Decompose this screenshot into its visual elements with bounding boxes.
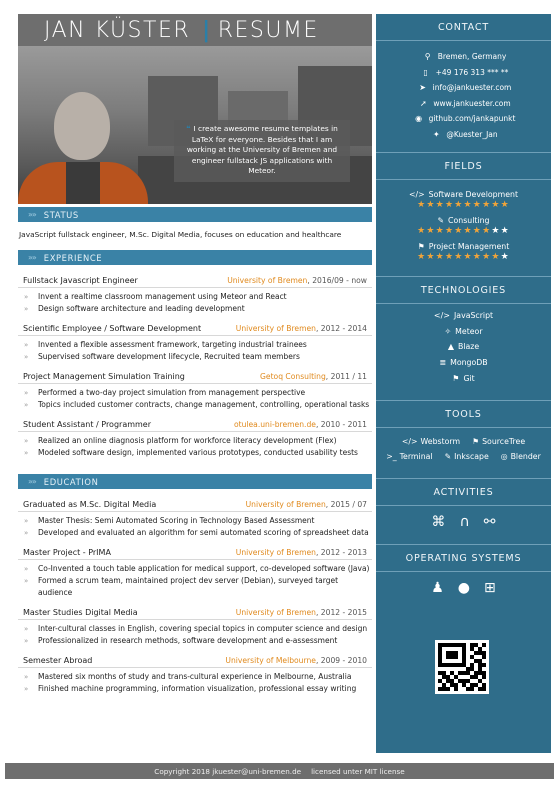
star-icon: ★ xyxy=(482,252,492,262)
field-label: Software Development xyxy=(428,190,519,199)
education-list xyxy=(18,489,372,697)
cursor-icon: ➚ xyxy=(420,98,427,108)
experience-bullet-text: Performed a two-day project simulation from management perspective xyxy=(38,388,306,397)
experience-bullet xyxy=(24,399,372,411)
bullet-chevron-icon: » xyxy=(24,517,29,525)
education-bullet xyxy=(24,623,372,635)
star-icon: ★ xyxy=(444,200,455,210)
education-bullet-text: Co-Invented a touch table application for medical support, co-developed software (Java) xyxy=(38,564,370,573)
name-text: JAN KÜSTER xyxy=(44,17,191,43)
experience-bullet xyxy=(24,291,372,303)
bullet-chevron-icon: » xyxy=(24,565,29,573)
chevron-icon: »» xyxy=(28,253,36,262)
experience-entry-header xyxy=(18,276,372,288)
pen-icon: ✎ xyxy=(444,451,452,461)
intro-quote-box xyxy=(174,120,350,182)
experience-title: EXPERIENCE xyxy=(43,252,103,263)
experience-org-date xyxy=(260,372,367,381)
education-date: , 2012 - 2013 xyxy=(315,548,367,557)
bullet-chevron-icon: » xyxy=(24,305,29,313)
star-icon: ★ xyxy=(426,252,436,262)
tool-label: Blender xyxy=(510,451,541,461)
experience-date: , 2011 / 11 xyxy=(325,372,367,381)
contact-item xyxy=(376,80,551,96)
education-bullet-text: Mastered six months of study and trans-cultural experience in Melbourne, Australia xyxy=(38,672,352,681)
tool-item xyxy=(402,437,460,446)
experience-organization: University of Bremen xyxy=(227,276,308,285)
experience-list xyxy=(18,265,372,461)
name-header xyxy=(18,14,372,46)
experience-bullet xyxy=(24,303,372,315)
star-icon: ★ xyxy=(472,226,483,236)
tools-row xyxy=(376,449,551,464)
field-item xyxy=(376,242,551,262)
qr-code xyxy=(435,640,489,694)
contact-item xyxy=(376,111,551,127)
star-icon: ★ xyxy=(463,252,473,262)
education-bullet-text: Master Thesis: Semi Automated Scoring in Technology Based Assessment xyxy=(38,516,315,525)
experience-entry xyxy=(18,420,372,461)
terminal-icon: >_ xyxy=(386,451,397,461)
education-entry xyxy=(18,548,372,601)
education-entry-header xyxy=(18,548,372,560)
bullet-chevron-icon: » xyxy=(24,401,29,409)
technology-item xyxy=(376,355,551,371)
experience-bullet-text: Supervised software development lifecycle, Recruited team members xyxy=(38,352,300,361)
education-org-date xyxy=(225,656,367,665)
rating-stars xyxy=(376,200,551,210)
person-head xyxy=(54,92,110,160)
education-bullet xyxy=(24,527,372,539)
rating-stars xyxy=(376,226,551,236)
star-icon: ★ xyxy=(482,226,492,236)
contact-item xyxy=(376,49,551,65)
footer-license: licensed unter MIT license xyxy=(311,766,405,776)
experience-bullet-text: Modeled software design, implemented various prototypes, conducted usability tests xyxy=(38,448,358,457)
experience-bullet xyxy=(24,351,372,363)
experience-role: Scientific Employee / Software Development xyxy=(23,324,202,333)
tool-item xyxy=(472,437,525,446)
star-icon: ★ xyxy=(417,200,427,210)
education-organization: University of Melbourne xyxy=(225,656,316,665)
fields-list xyxy=(376,180,551,262)
bullet-chevron-icon: » xyxy=(24,449,29,457)
education-bullet xyxy=(24,563,372,575)
status-text: JavaScript fullstack engineer, M.Sc. Digital Media, focuses on education and healthcare xyxy=(19,230,342,239)
os-icons xyxy=(376,580,551,596)
education-bullet-text: Developed and evaluated an algorithm for semi automated scoring of spreadsheet data xyxy=(38,528,369,537)
chevron-icon: »» xyxy=(28,210,36,219)
status-title: STATUS xyxy=(43,209,79,220)
twitter-icon: ✦ xyxy=(433,129,440,139)
star-icon: ★ xyxy=(491,252,501,262)
education-bullet-list xyxy=(18,668,372,697)
education-entry xyxy=(18,656,372,697)
experience-date: , 2016/09 - now xyxy=(307,276,367,285)
contact-title: CONTACT xyxy=(437,22,490,33)
experience-entry-header xyxy=(18,420,372,432)
education-role: Master Studies Digital Media xyxy=(23,608,138,617)
divider xyxy=(376,505,551,506)
education-entry-header xyxy=(18,656,372,668)
sidebar xyxy=(376,14,551,753)
experience-bullet-text: Topics included customer contracts, change management, controlling, operational tasks xyxy=(38,400,370,409)
star-icon: ★ xyxy=(491,226,501,236)
resume-title: RESUME xyxy=(217,17,319,43)
technologies-list xyxy=(376,304,551,386)
code-icon: </> xyxy=(408,190,425,199)
education-bullet-text: Professionalized in research methods, software development and e-assessment xyxy=(38,636,338,645)
divider xyxy=(376,276,551,277)
blender-icon: ◎ xyxy=(500,451,508,461)
contact-item xyxy=(376,96,551,112)
contact-list xyxy=(376,41,551,142)
education-bullet xyxy=(24,671,372,683)
education-organization: University of Bremen xyxy=(235,608,316,617)
education-bullet-text: Formed a scrum team, maintained project dev server (Debian), surveyed target audience xyxy=(38,576,339,597)
education-bullet xyxy=(24,683,372,695)
divider xyxy=(376,571,551,572)
experience-bullet-text: Design software architecture and leading development xyxy=(38,304,245,313)
bullet-chevron-icon: » xyxy=(24,389,29,397)
experience-organization: University of Bremen xyxy=(235,324,316,333)
education-date: , 2009 - 2010 xyxy=(315,656,367,665)
technology-label: Git xyxy=(463,373,475,383)
contact-text: github.com/jankapunkt xyxy=(428,114,516,124)
experience-entry xyxy=(18,276,372,317)
technology-item xyxy=(376,370,551,386)
star-icon: ★ xyxy=(435,252,445,262)
star-icon: ★ xyxy=(417,252,427,262)
technology-label: Blaze xyxy=(457,342,480,352)
technology-item xyxy=(376,324,551,340)
tool-label: Inkscape xyxy=(454,451,489,461)
education-organization: University of Bremen xyxy=(245,500,326,509)
star-icon: ★ xyxy=(500,226,510,236)
education-entry-header xyxy=(18,500,372,512)
experience-org-date xyxy=(234,420,367,429)
field-label: Project Management xyxy=(428,242,510,251)
experience-entry xyxy=(18,324,372,365)
education-bullet-text: Finished machine programming, information visualization, professional essay writing xyxy=(38,684,357,693)
star-icon: ★ xyxy=(482,200,492,210)
experience-date: , 2010 - 2011 xyxy=(315,420,367,429)
experience-bullet-list xyxy=(18,288,372,317)
star-icon: ★ xyxy=(435,226,445,236)
experience-organization: otulea.uni-bremen.de xyxy=(233,420,316,429)
star-icon: ★ xyxy=(472,200,483,210)
education-org-date xyxy=(246,500,367,509)
education-bullet-text: Inter-cultural classes in English, covering special topics in computer science and design xyxy=(38,624,368,633)
bullet-chevron-icon: » xyxy=(24,293,29,301)
tool-label: SourceTree xyxy=(482,436,526,446)
education-bullet xyxy=(24,515,372,527)
divider xyxy=(376,152,551,153)
phone-icon: ▯ xyxy=(423,67,428,77)
education-entry-header xyxy=(18,608,372,620)
education-entry xyxy=(18,500,372,541)
education-date: , 2012 - 2015 xyxy=(315,608,367,617)
chat-icon: ✎ xyxy=(437,216,445,225)
windows-icon: ⊞ xyxy=(484,579,496,596)
star-icon: ★ xyxy=(500,252,510,262)
location-pin-icon: ⚲ xyxy=(424,52,431,62)
bicycle-icon: ⚯ xyxy=(483,513,496,530)
experience-bullet-list xyxy=(18,336,372,365)
education-date: , 2015 / 07 xyxy=(325,500,367,509)
contact-text: www.jankuester.com xyxy=(433,98,511,108)
education-org-date xyxy=(236,608,367,617)
tool-item xyxy=(386,452,432,461)
education-bullet-list xyxy=(18,560,372,601)
bullet-chevron-icon: » xyxy=(24,341,29,349)
star-icon: ★ xyxy=(454,252,464,262)
education-role: Graduated as M.Sc. Digital Media xyxy=(23,500,157,509)
os-title: OPERATING SYSTEMS xyxy=(405,552,522,564)
technology-label: Meteor xyxy=(455,326,483,336)
experience-bullet-text: Invented a flexible assessment framework, targeting industrial trainees xyxy=(38,340,307,349)
contact-text: +49 176 313 *** ** xyxy=(435,67,509,77)
field-label-row xyxy=(376,190,551,199)
tools-row xyxy=(376,434,551,449)
experience-role: Project Management Simulation Training xyxy=(23,372,185,381)
star-icon: ★ xyxy=(426,200,436,210)
experience-org-date xyxy=(227,276,367,285)
contact-text: @Kuester_Jan xyxy=(446,129,498,139)
star-icon: ★ xyxy=(426,226,436,236)
tools-title: TOOLS xyxy=(445,408,482,420)
footer-copyright: Copyright 2018 jkuester@uni-bremen.de xyxy=(154,766,302,776)
code-icon: </> xyxy=(433,311,450,321)
blaze-icon: ▲ xyxy=(447,342,454,352)
tool-label: Webstorm xyxy=(420,436,461,446)
bullet-chevron-icon: » xyxy=(24,637,29,645)
chevron-icon: »» xyxy=(28,477,36,486)
education-role: Semester Abroad xyxy=(23,656,93,665)
quote-icon: ❝ xyxy=(186,124,191,133)
profile-photo xyxy=(18,46,372,204)
star-icon: ★ xyxy=(454,226,464,236)
gamepad-icon: ⌘ xyxy=(431,513,446,530)
tool-label: Terminal xyxy=(399,451,433,461)
bullet-chevron-icon: » xyxy=(24,529,29,537)
divider xyxy=(376,478,551,479)
experience-section-header xyxy=(18,250,372,265)
experience-role: Student Assistant / Programmer xyxy=(23,420,152,429)
experience-entry xyxy=(18,372,372,413)
star-icon: ★ xyxy=(500,200,510,210)
github-icon: ◉ xyxy=(415,114,423,124)
experience-bullet-list xyxy=(18,432,372,461)
technology-label: JavaScript xyxy=(454,311,494,321)
star-icon: ★ xyxy=(435,200,445,210)
bullet-chevron-icon: » xyxy=(24,673,29,681)
linux-icon: ♟ xyxy=(431,579,444,596)
star-icon: ★ xyxy=(444,226,455,236)
rating-stars xyxy=(376,252,551,262)
experience-bullet-text: Realized an online diagnosis platform for workforce literacy development (Flex) xyxy=(38,436,337,445)
experience-organization: Getoq Consulting xyxy=(260,372,326,381)
experience-role: Fullstack Javascript Engineer xyxy=(23,276,138,285)
field-item xyxy=(376,190,551,210)
field-label-row xyxy=(376,216,551,225)
star-icon: ★ xyxy=(463,226,473,236)
tool-item xyxy=(501,452,541,461)
intro-text: I create awesome resume templates in LaTeX for everyone. Besides that I am working at the University of Bremen and engineer fullstack JS applications with Meteor. xyxy=(186,124,338,175)
education-bullet-list xyxy=(18,620,372,649)
education-org-date xyxy=(236,548,367,557)
fields-title: FIELDS xyxy=(444,161,483,172)
contact-text: Bremen, Germany xyxy=(437,52,507,62)
bullet-chevron-icon: » xyxy=(24,353,29,361)
tool-item xyxy=(445,452,489,461)
education-title: EDUCATION xyxy=(43,476,99,487)
experience-entry-header xyxy=(18,372,372,384)
experience-bullet xyxy=(24,339,372,351)
paper-plane-icon: ➤ xyxy=(419,83,426,93)
technology-item xyxy=(376,308,551,324)
bullet-chevron-icon: » xyxy=(24,437,29,445)
experience-bullet xyxy=(24,435,372,447)
star-icon: ★ xyxy=(454,200,464,210)
education-entry xyxy=(18,608,372,649)
footer xyxy=(5,763,554,779)
star-icon: ★ xyxy=(463,200,473,210)
experience-entry-header xyxy=(18,324,372,336)
field-item xyxy=(376,216,551,236)
contact-item xyxy=(376,127,551,143)
star-icon: ★ xyxy=(444,252,455,262)
star-icon: ★ xyxy=(491,200,501,210)
education-bullet xyxy=(24,575,372,599)
code-icon: </> xyxy=(401,436,418,446)
activities-icons xyxy=(376,514,551,530)
experience-bullet xyxy=(24,447,372,459)
technologies-title: TECHNOLOGIES xyxy=(420,285,507,296)
technology-item xyxy=(376,339,551,355)
technology-label: MongoDB xyxy=(450,358,488,368)
star-icon: ★ xyxy=(417,226,427,236)
education-bullet-list xyxy=(18,512,372,541)
experience-org-date xyxy=(236,324,367,333)
divider xyxy=(376,544,551,545)
apple-icon: ● xyxy=(457,579,471,596)
divider xyxy=(376,400,551,401)
status-section-header xyxy=(18,207,372,222)
git-icon: ⚑ xyxy=(452,373,460,383)
contact-item xyxy=(376,65,551,81)
database-icon: ≣ xyxy=(439,358,447,368)
branch-icon: ⚑ xyxy=(472,436,480,446)
bullet-chevron-icon: » xyxy=(24,625,29,633)
experience-date: , 2012 - 2014 xyxy=(315,324,367,333)
flag-icon: ⚑ xyxy=(417,242,425,251)
field-label-row xyxy=(376,242,551,251)
education-section-header xyxy=(18,474,372,489)
education-bullet xyxy=(24,635,372,647)
star-icon: ★ xyxy=(472,252,483,262)
contact-text: info@jankuester.com xyxy=(432,83,512,93)
experience-bullet-list xyxy=(18,384,372,413)
name-separator: | xyxy=(202,17,212,43)
divider xyxy=(376,427,551,428)
experience-bullet-text: Invent a realtime classroom management using Meteor and React xyxy=(38,292,287,301)
main-column xyxy=(18,14,372,697)
bullet-chevron-icon: » xyxy=(24,577,29,585)
education-organization: University of Bremen xyxy=(235,548,316,557)
field-label: Consulting xyxy=(448,216,490,225)
experience-bullet xyxy=(24,387,372,399)
bullet-chevron-icon: » xyxy=(24,685,29,693)
headphones-icon: ∩ xyxy=(459,513,470,530)
education-role: Master Project - PrIMA xyxy=(23,548,111,557)
activities-title: ACTIVITIES xyxy=(433,486,494,498)
meteor-icon: ✧ xyxy=(444,326,452,336)
